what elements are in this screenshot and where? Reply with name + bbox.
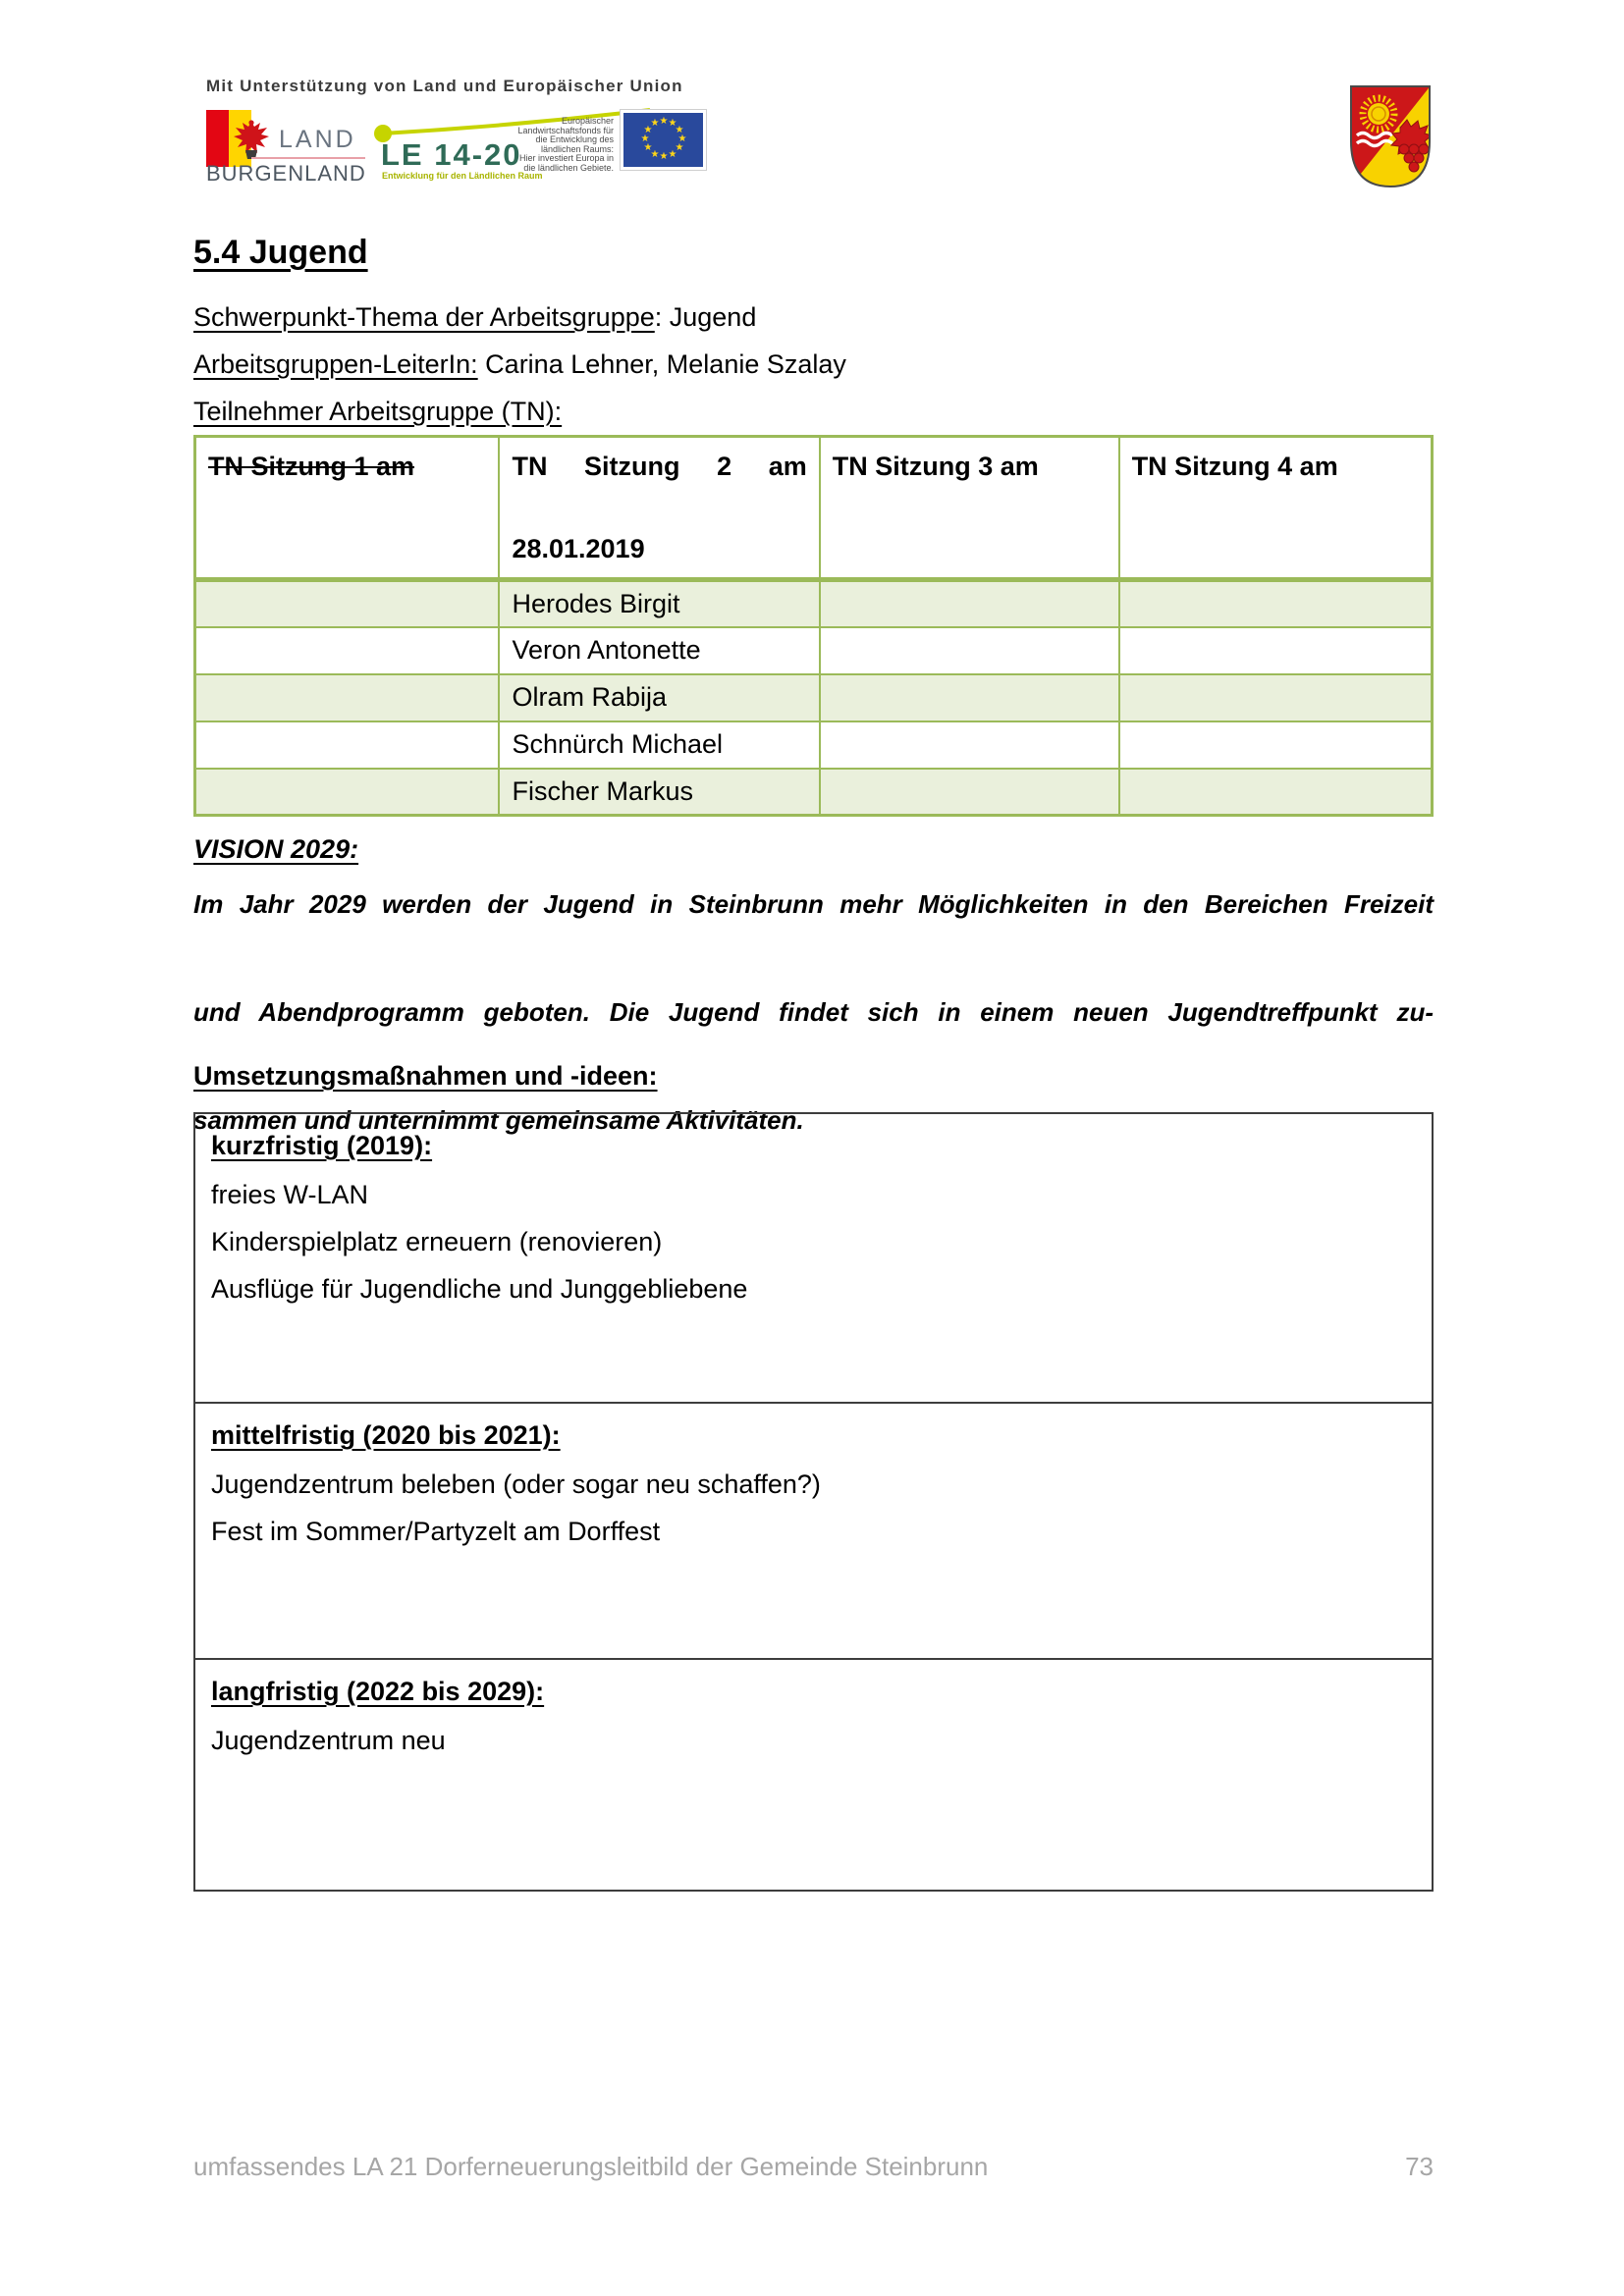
le-logo-subtitle: Entwicklung für den Ländlichen Raum — [382, 171, 543, 181]
footer-document-title: umfassendes LA 21 Dorferneuerungsleitbild der Gemeinde Steinbrunn — [193, 2152, 989, 2181]
vision-paragraph — [193, 878, 1434, 1148]
intro-leiterin-label: Arbeitsgruppen-LeiterIn: — [193, 349, 478, 379]
measures-heading: Umsetzungsmaßnahmen und -ideen: — [193, 1061, 658, 1091]
table-row — [195, 769, 1433, 816]
cell-empty — [1119, 769, 1433, 816]
cell-participant: Olram Rabija — [499, 674, 819, 721]
intro-line-leiterin — [193, 341, 1434, 388]
vision-line: sammen und unternimmt gemeinsame Aktivitäten. — [193, 1105, 804, 1135]
cell-empty — [195, 627, 500, 674]
eafrd-caption — [496, 117, 614, 173]
table-row — [195, 580, 1433, 627]
cell-empty — [820, 721, 1119, 769]
cell-participant: Fischer Markus — [499, 769, 819, 816]
cell-empty — [1119, 674, 1433, 721]
table-row — [195, 627, 1433, 674]
measures-section-langfristig — [195, 1658, 1432, 1890]
list-item: Jugendzentrum beleben (oder sogar neu schaffen?) — [211, 1469, 821, 1499]
col-header-sitzung-2-date: 28.01.2019 — [512, 534, 645, 563]
vision-section — [193, 834, 1434, 1148]
eafrd-caption-line: die Entwicklung des — [535, 134, 614, 144]
cell-empty — [195, 769, 500, 816]
vision-line: und Abendprogramm geboten. Die Jugend findet sich in einem neuen Jugendtreffpunkt zu- — [193, 997, 1434, 1027]
intro-leiterin-value: Carina Lehner, Melanie Szalay — [477, 349, 846, 379]
cell-participant: Schnürch Michael — [499, 721, 819, 769]
eafrd-caption-line: Landwirtschaftsfonds für — [517, 125, 614, 135]
col-header-sitzung-3: TN Sitzung 3 am — [820, 437, 1119, 580]
cell-empty — [1119, 580, 1433, 627]
eu-flag-icon — [620, 109, 707, 171]
cell-empty — [820, 769, 1119, 816]
cell-empty — [820, 627, 1119, 674]
eafrd-caption-line: ländlichen Raums: — [540, 143, 614, 154]
col-header-sitzung-1-text: TN Sitzung 1 am — [208, 452, 415, 481]
measures-item-list — [211, 1461, 1416, 1555]
measures-item-list — [211, 1171, 1416, 1312]
intro-line-teilnehmer — [193, 388, 1434, 435]
eafrd-caption-line: die ländlichen Gebiete. — [523, 162, 614, 173]
vision-line: Im Jahr 2029 werden der Jugend in Steinbrunn mehr Möglichkeiten in den Bereichen Freizeit — [193, 889, 1434, 919]
intro-thema-value: : Jugend — [654, 302, 757, 332]
measures-section-title: mittelfristig (2020 bis 2021): — [211, 1420, 561, 1450]
land-burgenland-logo — [206, 108, 383, 188]
participants-header-row — [195, 437, 1433, 580]
cell-empty — [195, 674, 500, 721]
participants-table — [193, 435, 1434, 817]
page-footer — [193, 2152, 1434, 2182]
support-note: Mit Unterstützung von Land und Europäischer Union — [206, 77, 683, 95]
cell-empty — [1119, 721, 1433, 769]
table-row — [195, 721, 1433, 769]
burgenland-logo-rule — [251, 157, 365, 159]
cell-participant: Herodes Birgit — [499, 580, 819, 627]
col-header-sitzung-1 — [195, 437, 500, 580]
table-row — [195, 674, 1433, 721]
list-item: freies W-LAN — [211, 1180, 369, 1209]
footer-page-number: 73 — [1405, 2152, 1434, 2181]
col-header-sitzung-2-line1: TN Sitzung 2 am — [512, 452, 807, 481]
steinbrunn-coat-of-arms-icon — [1349, 84, 1432, 188]
measures-section-kurzfristig — [195, 1114, 1432, 1402]
burgenland-logo-name-text: BURGENLAND — [206, 161, 366, 186]
measures-section-title: langfristig (2022 bis 2029): — [211, 1677, 545, 1706]
measures-section-mittelfristig — [195, 1402, 1432, 1658]
measures-section-title: kurzfristig (2019): — [211, 1131, 433, 1160]
list-item: Kinderspielplatz erneuern (renovieren) — [211, 1227, 663, 1256]
intro-thema-label: Schwerpunkt-Thema der Arbeitsgruppe — [193, 302, 655, 332]
cell-empty — [820, 580, 1119, 627]
measures-item-list — [211, 1717, 1416, 1764]
burgenland-eagle-icon — [232, 118, 271, 161]
measures-box — [193, 1112, 1434, 1892]
le-logo-title: LE 14-20 — [381, 137, 522, 172]
col-header-sitzung-4: TN Sitzung 4 am — [1119, 437, 1433, 580]
list-item: Ausflüge für Jugendliche und Junggebliebene — [211, 1274, 748, 1304]
eu-flag-field: ★ ★ ★ ★ ★ ★ ★ ★ ★ ★ ★ ★ — [623, 113, 703, 167]
burgenland-logo-land-text: LAND — [279, 126, 356, 153]
eafrd-caption-line: Europäischer — [561, 116, 614, 126]
cell-empty — [1119, 627, 1433, 674]
list-item: Jugendzentrum neu — [211, 1726, 446, 1755]
list-item: Fest im Sommer/Partyzelt am Dorffest — [211, 1517, 661, 1546]
intro-block — [193, 294, 1434, 435]
cell-participant: Veron Antonette — [499, 627, 819, 674]
cell-empty — [195, 580, 500, 627]
cell-empty — [195, 721, 500, 769]
vision-heading: VISION 2029: — [193, 834, 359, 864]
eafrd-caption-line: Hier investiert Europa in — [518, 153, 614, 163]
intro-line-thema — [193, 294, 1434, 341]
page-title: 5.4 Jugend — [193, 234, 368, 271]
cell-empty — [820, 674, 1119, 721]
col-header-sitzung-2 — [499, 437, 819, 580]
intro-teilnehmer-label: Teilnehmer Arbeitsgruppe (TN): — [193, 397, 563, 426]
